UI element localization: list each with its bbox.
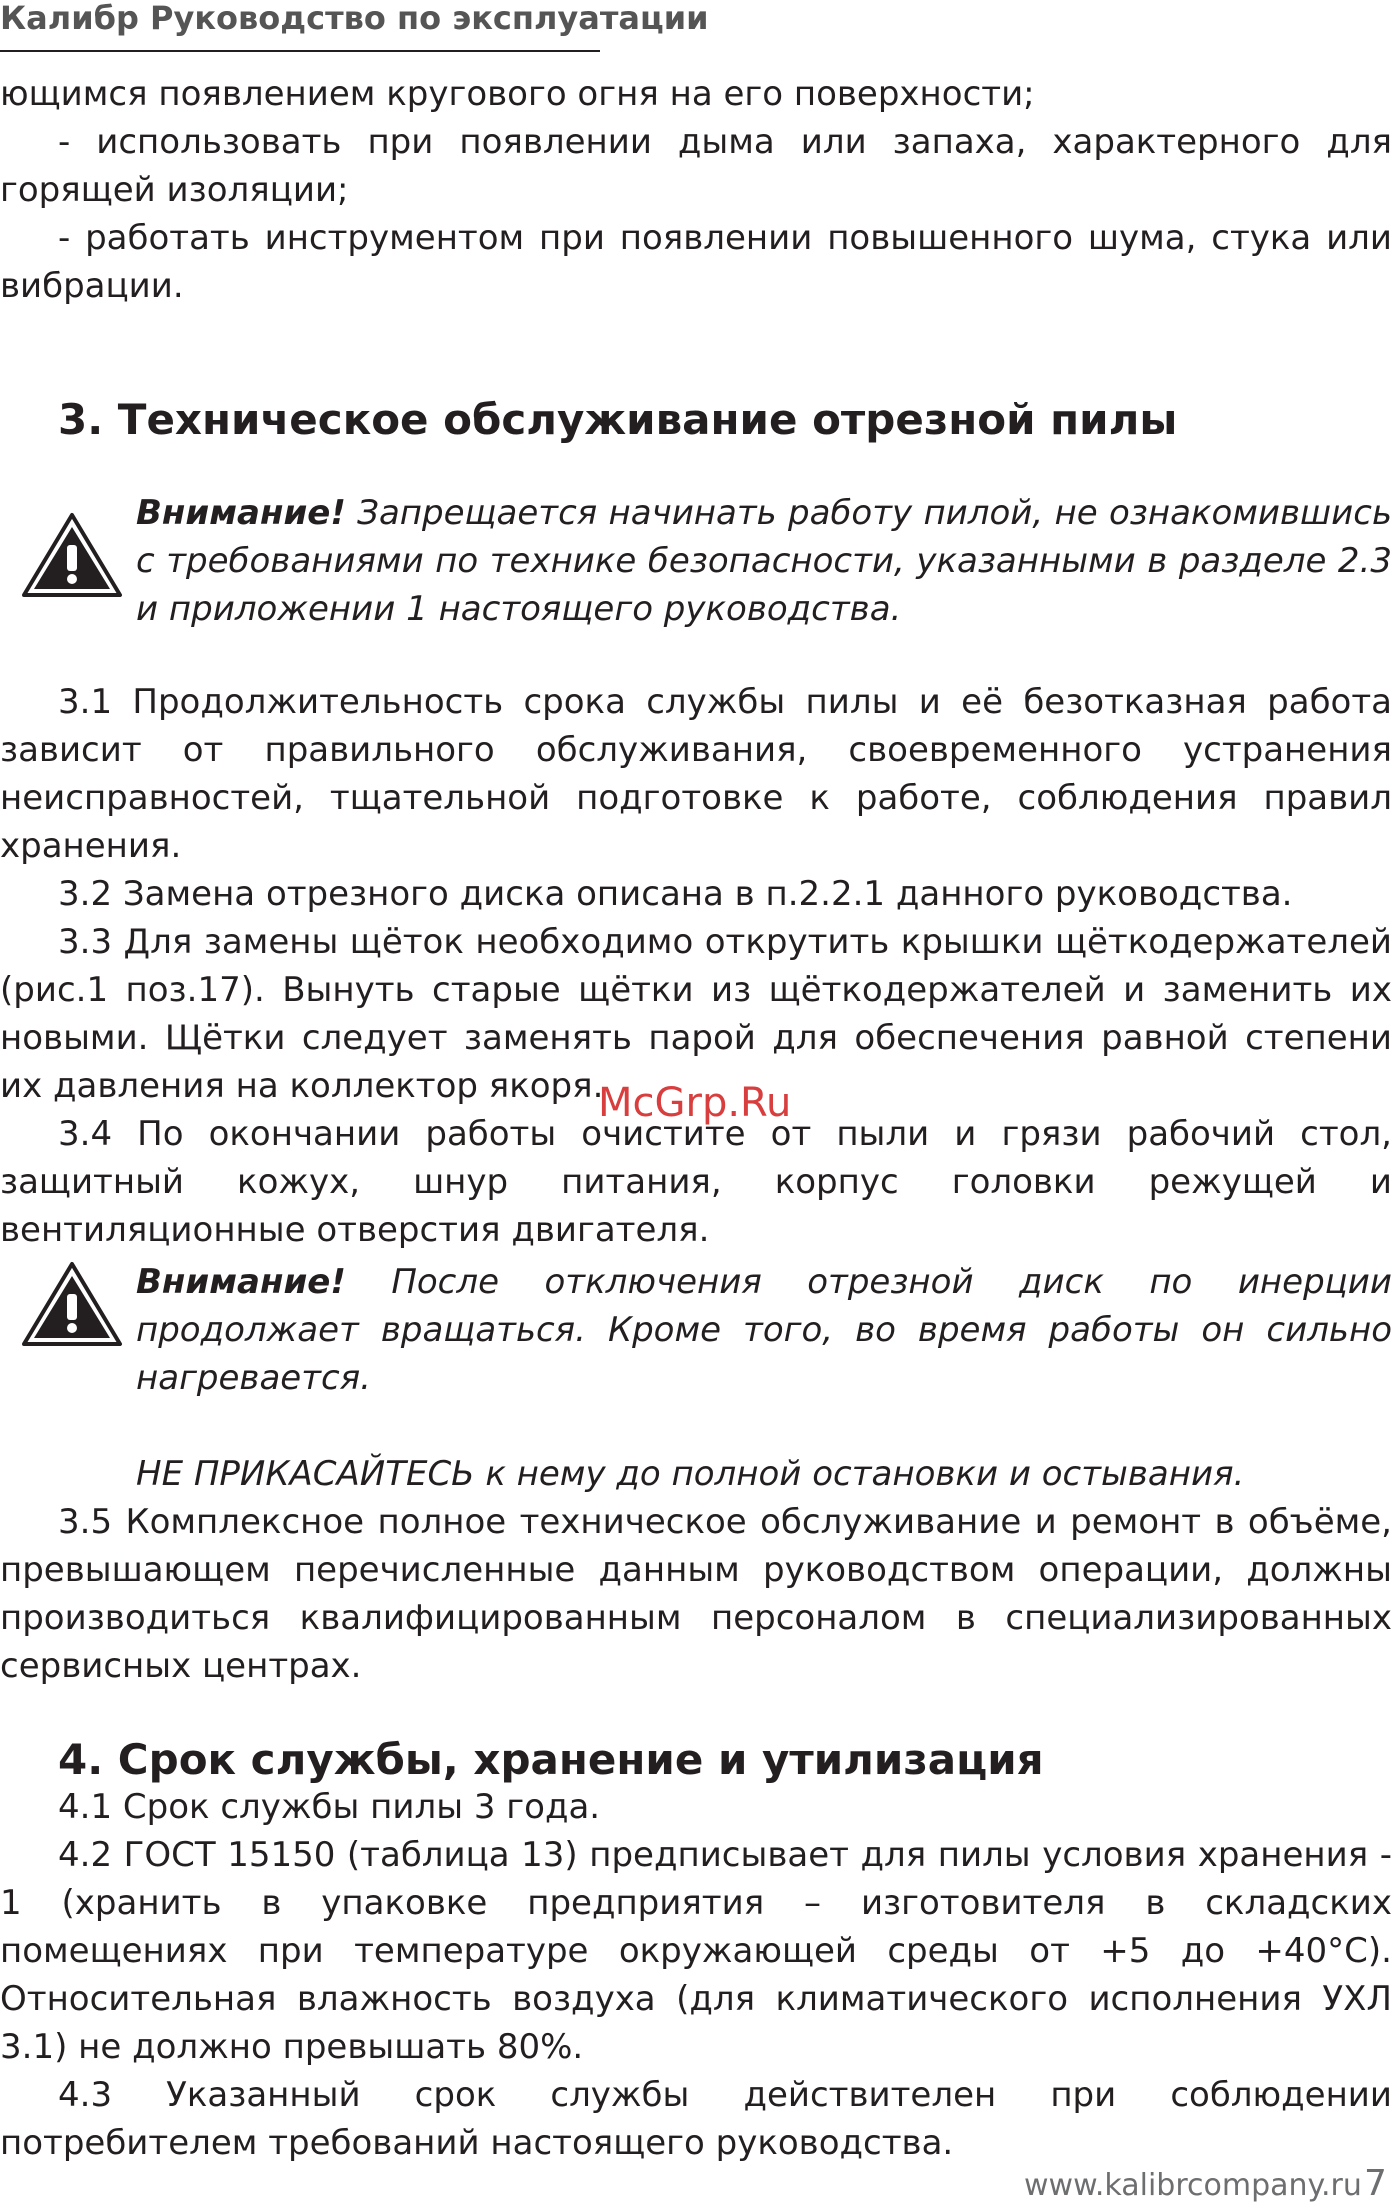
section-4-title: 4. Срок службы, хранение и утилизация (58, 1735, 1044, 1784)
para-3-3: 3.3 Для замены щёток необходимо открутить крышки щёткодержателей (рис.1 поз.17). Вынуть старые щётки из щёткодержателей и заменить их новыми. Щётки следует заменять парой для обеспечения равной степени их давления на коллектор якоря. (0, 922, 1392, 1106)
page-header (0, 0, 709, 52)
intro-line-1: ющимся появлением кругового огня на его поверхности; (0, 74, 1035, 114)
para-3-4: 3.4 По окончании работы очистите от пыли и грязи рабочий стол, защитный кожух, шнур питания, корпус головки режущей и вентиляционные отверстия двигателя. (0, 1114, 1392, 1250)
para-3-2: 3.2 Замена отрезного диска описана в п.2.2.1 данного руководства. (58, 874, 1293, 914)
section-4-body (0, 1783, 1392, 2167)
warning-triangle-icon (20, 511, 124, 599)
header-title: Калибр Руководство по эксплуатации (0, 0, 709, 37)
warning-1-text (136, 489, 1392, 633)
watermark: McGrp.Ru (598, 1080, 792, 1126)
page-number: 7 (1364, 2163, 1387, 2204)
para-4-2: 4.2 ГОСТ 15150 (таблица 13) предписывает для пилы условия хранения - 1 (хранить в упаковке предприятия – изготовителя в складских помещениях при температуре окружающей среды от +5 до +40°С). Относительная влажность воздуха (для климатического исполнения УХЛ 3.1) не должно превышать 80%. (0, 1835, 1392, 2067)
intro-block (0, 70, 1392, 310)
warning-1-label: Внимание! (136, 493, 346, 533)
warning-2-body: После отключения отрезной диск по инерции продолжает вращаться. Кроме того, во время работы он сильно нагревается. (136, 1262, 1392, 1398)
warning-2-note: НЕ ПРИКАСАЙТЕСЬ к нему до полной остановки и остывания. (136, 1454, 1245, 1494)
section-3-body (0, 678, 1392, 1254)
para-3-5: 3.5 Комплексное полное техническое обслуживание и ремонт в объёме, превышающем перечисленные данным руководством операции, должны производиться квалифицированным персоналом в специализированных сервисных центрах. (0, 1502, 1392, 1686)
para-3-1: 3.1 Продолжительность срока службы пилы и её безотказная работа зависит от правильного обслуживания, своевременного устранения неисправностей, тщательной подготовке к работе, соблюдения правил хранения. (0, 682, 1392, 866)
section-3-body-end (0, 1498, 1392, 1690)
warning-triangle-icon (20, 1260, 124, 1348)
para-4-3: 4.3 Указанный срок службы действителен при соблюдении потребителем требований настоящего руководства. (0, 2075, 1392, 2163)
warning-1-body: Запрещается начинать работу пилой, не ознакомившись с требованиями по технике безопасности, указанными в разделе 2.3 и приложении 1 настоящего руководства. (136, 493, 1392, 629)
footer-website-link[interactable]: www.kalibrcompany.ru (1024, 2168, 1362, 2203)
intro-line-3: - работать инструментом при появлении повышенного шума, стука или вибрации. (0, 218, 1392, 306)
para-4-1: 4.1 Срок службы пилы 3 года. (58, 1787, 601, 1827)
warning-2-text (136, 1258, 1392, 1498)
intro-line-2: - использовать при появлении дыма или запаха, характерного для горящей изоляции; (0, 122, 1392, 210)
warning-2-label: Внимание! (136, 1262, 346, 1302)
section-3-title: 3. Техническое обслуживание отрезной пилы (58, 395, 1178, 444)
